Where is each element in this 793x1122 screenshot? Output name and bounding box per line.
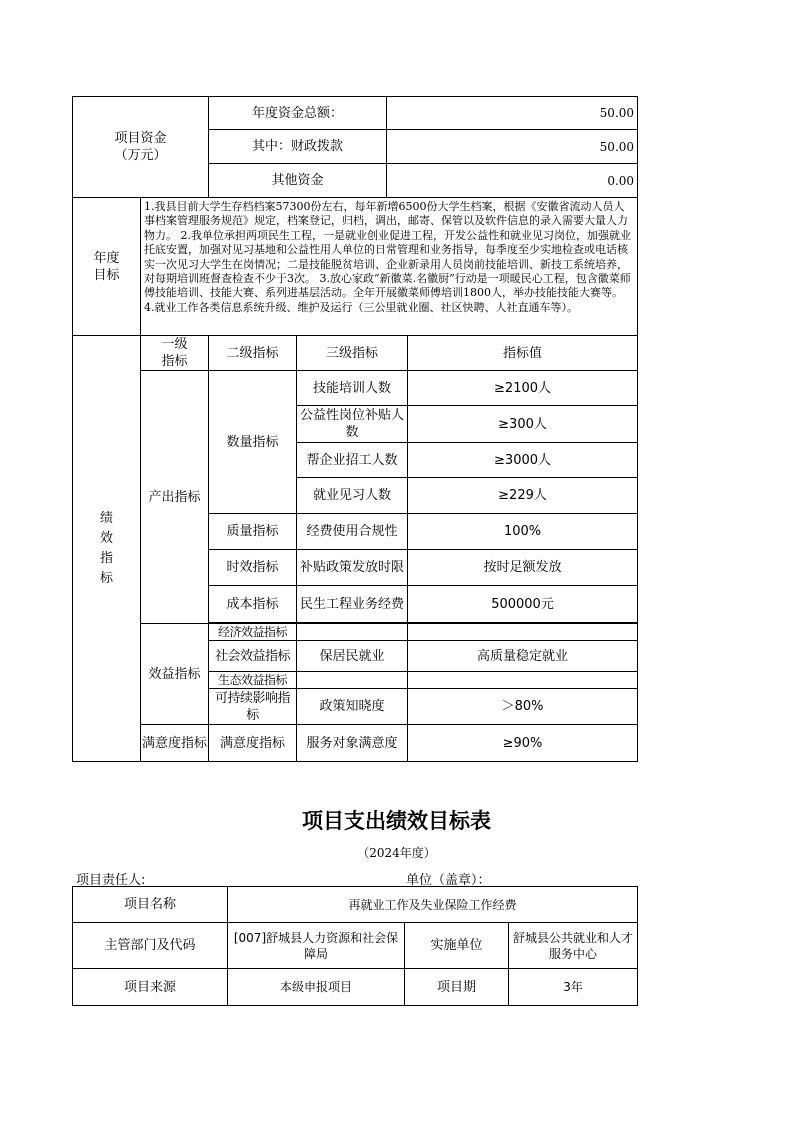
cost-value: 500000元	[408, 586, 638, 623]
project-period-value: 3年	[509, 969, 638, 1006]
other-funds-value: 0.00	[387, 164, 638, 198]
quantity-value-4: ≥229人	[408, 478, 638, 514]
header-level2: 二级指标	[209, 336, 297, 371]
satisfaction-value: ≥90%	[408, 725, 638, 762]
sustain-indicator-label: 可持续影响指标	[209, 689, 297, 725]
timeliness-name: 补贴政策发放时限	[297, 550, 408, 586]
project-source-label: 项目来源	[73, 969, 228, 1006]
ecological-value	[408, 672, 638, 689]
annual-goal-text: 1.我县目前大学生存档档案57300份左右，每年新增6500份大学生档案，根据《安徽省流动人员人事档案管理服务规范》规定，档案登记，归档，调出，邮寄、保管以及软件信息的录入需要大量人力物力。 2.我单位承担两项民生工程，一是就业创业促进工程，开发公益性和就业见习岗位，加强就业托底安置，加强对见习基地和公益性用人单位的日常管理和业务指导，每季度至少实地检查或电话核实一次见习大学生在岗情况；二是技能脱贫培训、企业新录用人员岗前技能培训、新技工系统培养，对每期培训班督查检查不少于3次。 3.放心家政“新徽菜.名徽厨”行动是一项暖民心工程，包含徽菜师傅技能培训、技能大赛、系列进基层活动。全年开展徽菜师傅培训1800人，举办技能技能大赛等。 4.就业工作各类信息系统升级、维护及运行（三公里就业圈、社区快聘、人社直通车等）。	[141, 198, 638, 336]
quantity-name-1: 技能培训人数	[297, 371, 408, 406]
sustain-name: 政策知晓度	[297, 689, 408, 725]
quantity-value-3: ≥3000人	[408, 443, 638, 478]
performance-target-table	[72, 96, 638, 762]
funds-row-label: 项目资金 （万元）	[73, 97, 209, 198]
quantity-name-2: 公益性岗位补贴人数	[297, 406, 408, 443]
timeliness-indicator-label: 时效指标	[209, 550, 297, 586]
satisfaction-indicator-label: 满意度指标	[141, 725, 209, 762]
quantity-indicator-label: 数量指标	[209, 371, 297, 514]
social-value: 高质量稳定就业	[408, 641, 638, 672]
unit-seal-label: 单位（盖章）：	[406, 873, 491, 888]
cost-name: 民生工程业务经费	[297, 586, 408, 623]
quantity-name-3: 帮企业招工人数	[297, 443, 408, 478]
cost-indicator-label: 成本指标	[209, 586, 297, 623]
total-funds-value: 50.00	[387, 97, 638, 130]
impl-unit-value: 舒城县公共就业和人才服务中心	[509, 923, 638, 969]
quantity-value-1: ≥2100人	[408, 371, 638, 406]
responsible-person-label: 项目责任人:	[76, 873, 146, 888]
ecological-indicator-label: 生态效益指标	[209, 672, 297, 689]
annual-goal-label: 年度 目标	[73, 198, 141, 336]
quality-name: 经费使用合规性	[297, 514, 408, 550]
total-funds-label: 年度资金总额：	[209, 97, 387, 130]
dept-label: 主管部门及代码	[73, 923, 228, 969]
social-name: 保居民就业	[297, 641, 408, 672]
sustain-value: ＞80%	[408, 689, 638, 725]
impl-unit-label: 实施单位	[405, 923, 509, 969]
economic-name	[297, 624, 408, 641]
social-indicator-label: 社会效益指标	[209, 641, 297, 672]
project-info-table	[72, 886, 638, 1006]
satisfaction-level2-label: 满意度指标	[209, 725, 297, 762]
timeliness-value: 按时足额发放	[408, 550, 638, 586]
project-source-value: 本级申报项目	[228, 969, 405, 1006]
form-title: 项目支出绩效目标表	[302, 809, 491, 833]
economic-value	[408, 624, 638, 641]
quality-value: 100%	[408, 514, 638, 550]
ecological-name	[297, 672, 408, 689]
project-name-value: 再就业工作及失业保险工作经费	[228, 887, 638, 923]
header-level1: 一级 指标	[141, 336, 209, 371]
quantity-name-4: 就业见习人数	[297, 478, 408, 514]
header-level3: 三级指标	[297, 336, 408, 371]
other-funds-label: 其他资金	[209, 164, 387, 198]
performance-label-cell	[73, 336, 141, 762]
benefit-indicator-label: 效益指标	[141, 624, 209, 725]
form-year: （2024年度）	[357, 846, 436, 860]
satisfaction-name: 服务对象满意度	[297, 725, 408, 762]
header-value: 指标值	[408, 336, 638, 371]
dept-value: [007]舒城县人力资源和社会保障局	[228, 923, 405, 969]
project-name-label: 项目名称	[73, 887, 228, 923]
fiscal-funds-value: 50.00	[387, 130, 638, 164]
performance-label: 绩效指标	[99, 510, 113, 586]
quality-indicator-label: 质量指标	[209, 514, 297, 550]
economic-indicator-label: 经济效益指标	[209, 624, 297, 641]
quantity-value-2: ≥300人	[408, 406, 638, 443]
project-period-label: 项目期	[405, 969, 509, 1006]
fiscal-funds-label: 其中：财政拨款	[209, 130, 387, 164]
output-indicator-label: 产出指标	[141, 371, 209, 624]
